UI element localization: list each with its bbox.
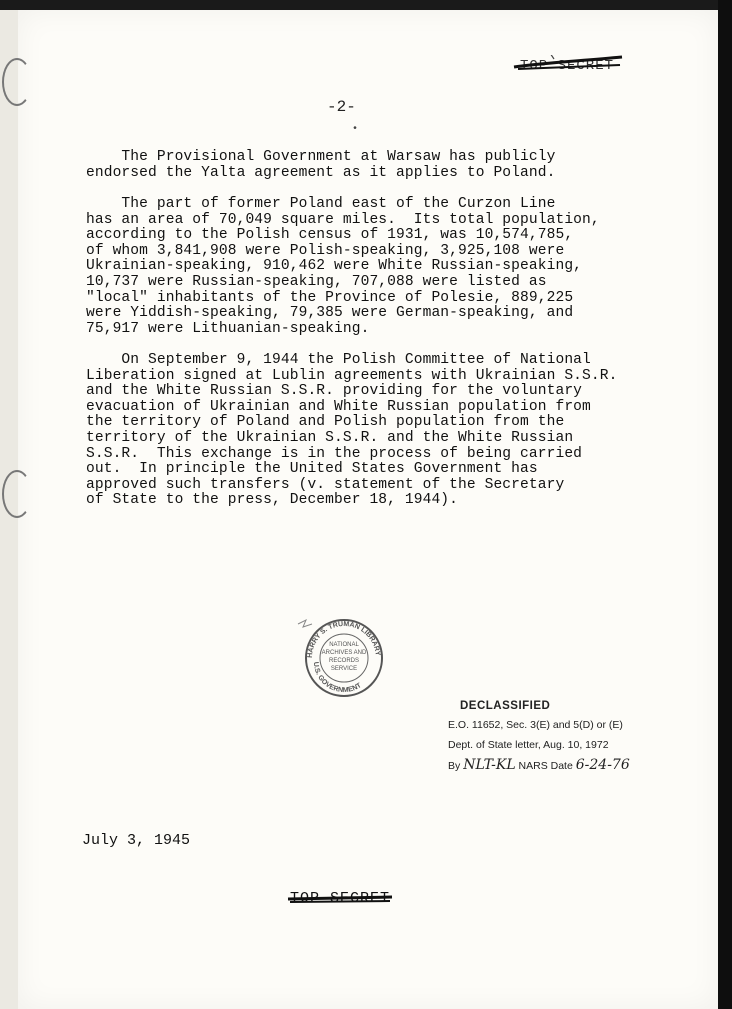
seal-bottom-text: U.S. GOVERNMENT <box>311 661 363 695</box>
by-label: By <box>448 760 461 772</box>
paragraph-curzon-line-population: The part of former Poland east of the Curzon Line has an area of 70,049 square miles. Its total population, according to the Polish census of 1931, was 10,574,785, of whom 3,841,908 were Polish-speaking, 3,925,108 were Ukrainian-speaking, 910,462 were White Russian-speaking, 10,737 were Russian-speaking, 707,088 were listed as "local" inhabitants of the Province of Polesie, 889,225 were Yiddish-speaking, 79,385 were German-speaking, and 75,917 were Lithuanian-speaking. <box>86 196 600 337</box>
archives-seal-stamp <box>296 610 386 700</box>
ink-dot: • <box>352 124 359 135</box>
nars-date-label: NARS Date <box>518 760 573 772</box>
seal-line: NATIONAL <box>329 642 359 648</box>
page-number: -2- <box>327 98 356 116</box>
seal-line: RECORDS <box>328 658 360 664</box>
punch-hole <box>2 470 32 518</box>
paragraph-warsaw-endorsement: The Provisional Government at Warsaw has publicly endorsed the Yalta agreement as it applies to Poland. <box>86 149 556 181</box>
declassification-authority: E.O. 11652, Sec. 3(E) and 5(D) or (E) <box>448 719 623 731</box>
declassified-title: DECLASSIFIED <box>460 700 551 712</box>
declassification-block <box>448 700 630 773</box>
document-date: July 3, 1945 <box>82 832 191 849</box>
seal-top-text: HARRY S. TRUMAN LIBRARY <box>306 620 381 659</box>
bottom-classification-strikethrough <box>286 892 394 908</box>
scan-border <box>718 0 732 1009</box>
seal-line: SERVICE <box>330 666 358 672</box>
classification-strikethrough <box>510 55 625 75</box>
declassification-letter: Dept. of State letter, Aug. 10, 1972 <box>448 739 609 751</box>
declassification-signoff <box>448 757 630 773</box>
handwritten-date: 6-24-76 <box>575 757 630 773</box>
punch-hole <box>2 58 32 106</box>
reviewer-signature: NLT-KL <box>463 757 516 773</box>
bottom-classification-mark: TOP SECRET <box>290 890 391 907</box>
paragraph-population-exchange: On September 9, 1944 the Polish Committee of National Liberation signed at Lublin agreements with Ukrainian S.S.R. and the White Russian S.S.R. providing for the voluntary evacuation of Ukrainian and White Russian population from the territory of Poland and Polish population from the territory of the Ukrainian S.S.R. and the White Russian S.S.R. This exchange is in the process of being carried out. In principle the United States Government has approved such transfers (v. statement of the Secretary of State to the press, December 18, 1944). <box>86 352 618 509</box>
top-classification-mark: TOP SECRET <box>520 58 615 74</box>
seal-line: ARCHIVES AND <box>321 650 367 656</box>
